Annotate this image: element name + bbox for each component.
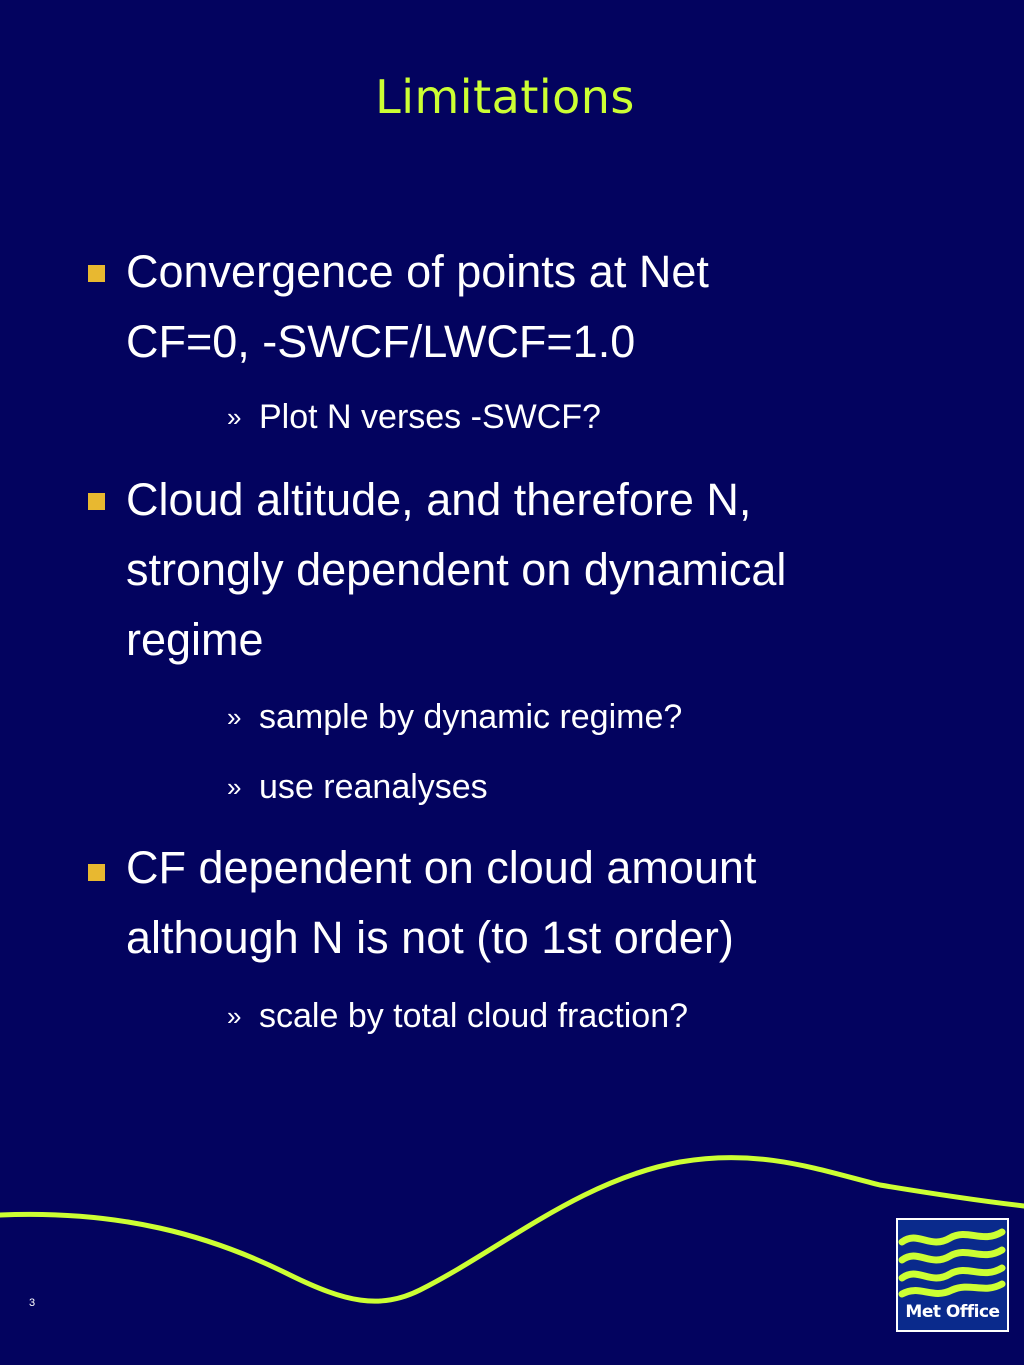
sub-bullet-text: Plot N verses -SWCF? bbox=[259, 398, 601, 436]
sub-bullet-item bbox=[227, 767, 488, 807]
bullet-item bbox=[126, 465, 986, 675]
sub-bullet-marker-icon: » bbox=[227, 1001, 242, 1031]
sub-bullet-marker-icon: » bbox=[227, 772, 242, 802]
sub-bullet-text: sample by dynamic regime? bbox=[259, 698, 683, 736]
bullet-item bbox=[126, 237, 986, 377]
wave-swoosh-decoration bbox=[0, 1140, 1024, 1340]
sub-bullet-marker-icon: » bbox=[227, 402, 242, 432]
sub-bullet-item bbox=[227, 397, 601, 437]
bullet-line: regime bbox=[126, 614, 264, 665]
bullet-line: strongly dependent on dynamical bbox=[126, 544, 787, 595]
bullet-square-icon bbox=[88, 493, 105, 510]
bullet-item bbox=[126, 833, 986, 973]
sub-bullet-item bbox=[227, 996, 688, 1036]
bullet-line: Cloud altitude, and therefore N, bbox=[126, 474, 752, 525]
sub-bullet-text: scale by total cloud fraction? bbox=[259, 997, 689, 1035]
sub-bullet-text: use reanalyses bbox=[259, 768, 488, 806]
bullet-line: although N is not (to 1st order) bbox=[126, 912, 734, 963]
logo-text: Met Office bbox=[905, 1302, 1000, 1322]
page-number: 3 bbox=[29, 1297, 36, 1309]
slide-title: Limitations bbox=[375, 70, 635, 124]
bullet-square-icon bbox=[88, 864, 105, 881]
sub-bullet-item bbox=[227, 697, 682, 737]
sub-bullet-marker-icon: » bbox=[227, 702, 242, 732]
bullet-line: Convergence of points at Net bbox=[126, 246, 709, 297]
met-office-logo bbox=[896, 1218, 1009, 1332]
bullet-line: CF=0, -SWCF/LWCF=1.0 bbox=[126, 316, 636, 367]
bullet-square-icon bbox=[88, 265, 105, 282]
bullet-line: CF dependent on cloud amount bbox=[126, 842, 757, 893]
